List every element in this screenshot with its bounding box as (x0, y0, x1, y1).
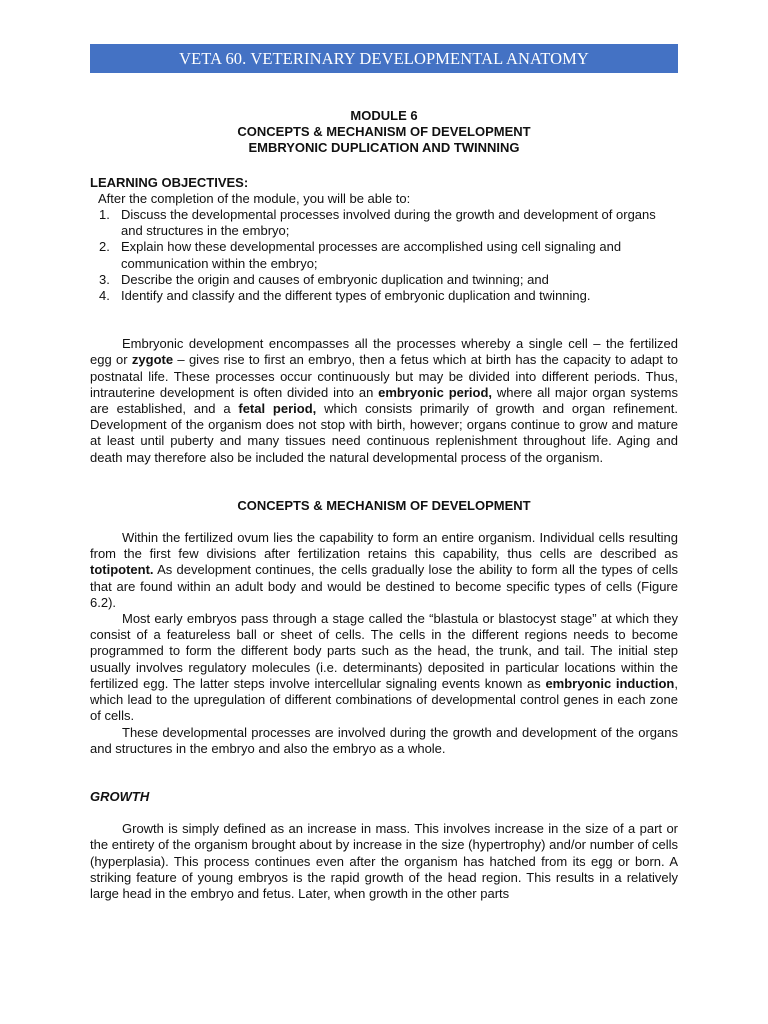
list-text: Explain how these developmental processes are accomplished using cell signaling and communication within the embryo; (121, 239, 622, 271)
list-number: 4. (99, 288, 110, 304)
document-body (90, 108, 678, 902)
text-run: Most early embryos pass through a stage called the “blastula or blastocyst stage” at which they consist of a featureless ball or sheet of cells. The cells in the different regions needs to become programmed to form the different body parts such as the head, the trunk, and tail. The initial step usually involves regulatory molecules (i.e. determinants) deposited in particular locations within the fertilized egg. The latter steps involve intercellular signaling events known as (90, 611, 678, 691)
course-title: VETA 60. VETERINARY DEVELOPMENTAL ANATOMY (179, 49, 589, 68)
learning-objectives-intro: After the completion of the module, you will be able to: (98, 190, 411, 206)
concepts-paragraph-3: These developmental processes are involved during the growth and development of the organs and structures in the embryo and also the embryo as a whole. (90, 724, 678, 756)
list-text: Discuss the developmental processes involved during the growth and development of organs and structures in the embryo; (121, 207, 656, 239)
list-item (90, 272, 678, 288)
intro-paragraph (90, 336, 678, 466)
section-heading-concepts: CONCEPTS & MECHANISM OF DEVELOPMENT (237, 497, 531, 513)
concepts-paragraph-2 (90, 611, 678, 724)
text-run: Within the fertilized ovum lies the capability to form an entire organism. Individual cells resulting from the first few divisions after fertilization retains this capability, thus cells are described as (90, 530, 678, 562)
list-item (90, 207, 678, 239)
text-run: which consists primarily of growth and organ refinement. Development of the organism does not stop with birth, however; organs continue to grow and mature at least until puberty and many tissues need continuous replenishment throughout life. Aging and death may therefore also be included the natural developmental process of the organism. (90, 401, 678, 465)
learning-objectives-list (90, 207, 678, 304)
term-totipotent: totipotent. (90, 562, 154, 578)
list-text: Describe the origin and causes of embryonic duplication and twinning; and (121, 271, 549, 287)
list-number: 1. (99, 207, 110, 223)
course-title-banner (90, 44, 678, 73)
term-fetal-period: fetal period, (238, 401, 317, 417)
section-heading-growth: GROWTH (90, 788, 150, 804)
growth-paragraph-1: Growth is simply defined as an increase in mass. This involves increase in the size of a part or the entirety of the organism brought about by increase in the size (hypertrophy) and/or number of cells (hyperplasia). This process continues even after the organism has hatched from its egg or born. A striking feature of young embryos is the rapid growth of the head region. This results in a relatively large head in the embryo and fetus. Later, when growth in the other parts (90, 821, 678, 901)
list-number: 3. (99, 271, 110, 287)
text-run: – gives rise to first an embryo, then a fetus which at birth has the capacity to adapt to postnatal life. These processes occur continuously but may be divided into different periods. Thus, intrauterine development is often divided into an (90, 352, 678, 400)
module-title: CONCEPTS & MECHANISM OF DEVELOPMENT (237, 124, 531, 140)
module-number: MODULE 6 (350, 108, 418, 123)
learning-objectives-title: LEARNING OBJECTIVES: (90, 174, 249, 190)
concepts-paragraph-1 (90, 530, 678, 611)
module-subtitle: EMBRYONIC DUPLICATION AND TWINNING (248, 140, 520, 156)
text-run: where all major organ systems are established, and a (90, 384, 678, 417)
list-text: Identify and classify and the different types of embryonic duplication and twinning. (121, 288, 591, 304)
list-item (90, 239, 678, 271)
list-item (90, 288, 678, 304)
term-zygote: zygote (131, 352, 174, 368)
term-embryonic-period: embryonic period, (378, 384, 493, 400)
list-number: 2. (99, 239, 110, 255)
text-run: Embryonic development encompasses all the processes whereby a single cell – the fertilized egg or (90, 336, 678, 368)
module-heading (90, 108, 678, 157)
term-embryonic-induction: embryonic induction (545, 675, 675, 691)
text-run: As development continues, the cells gradually lose the ability to form all the types of cells that are found within an adult body and would be destined to become specific types of cells (Figure 6.2). (90, 562, 678, 610)
text-run: , which lead to the upregulation of different combinations of developmental control genes in each zone of cells. (90, 675, 678, 724)
